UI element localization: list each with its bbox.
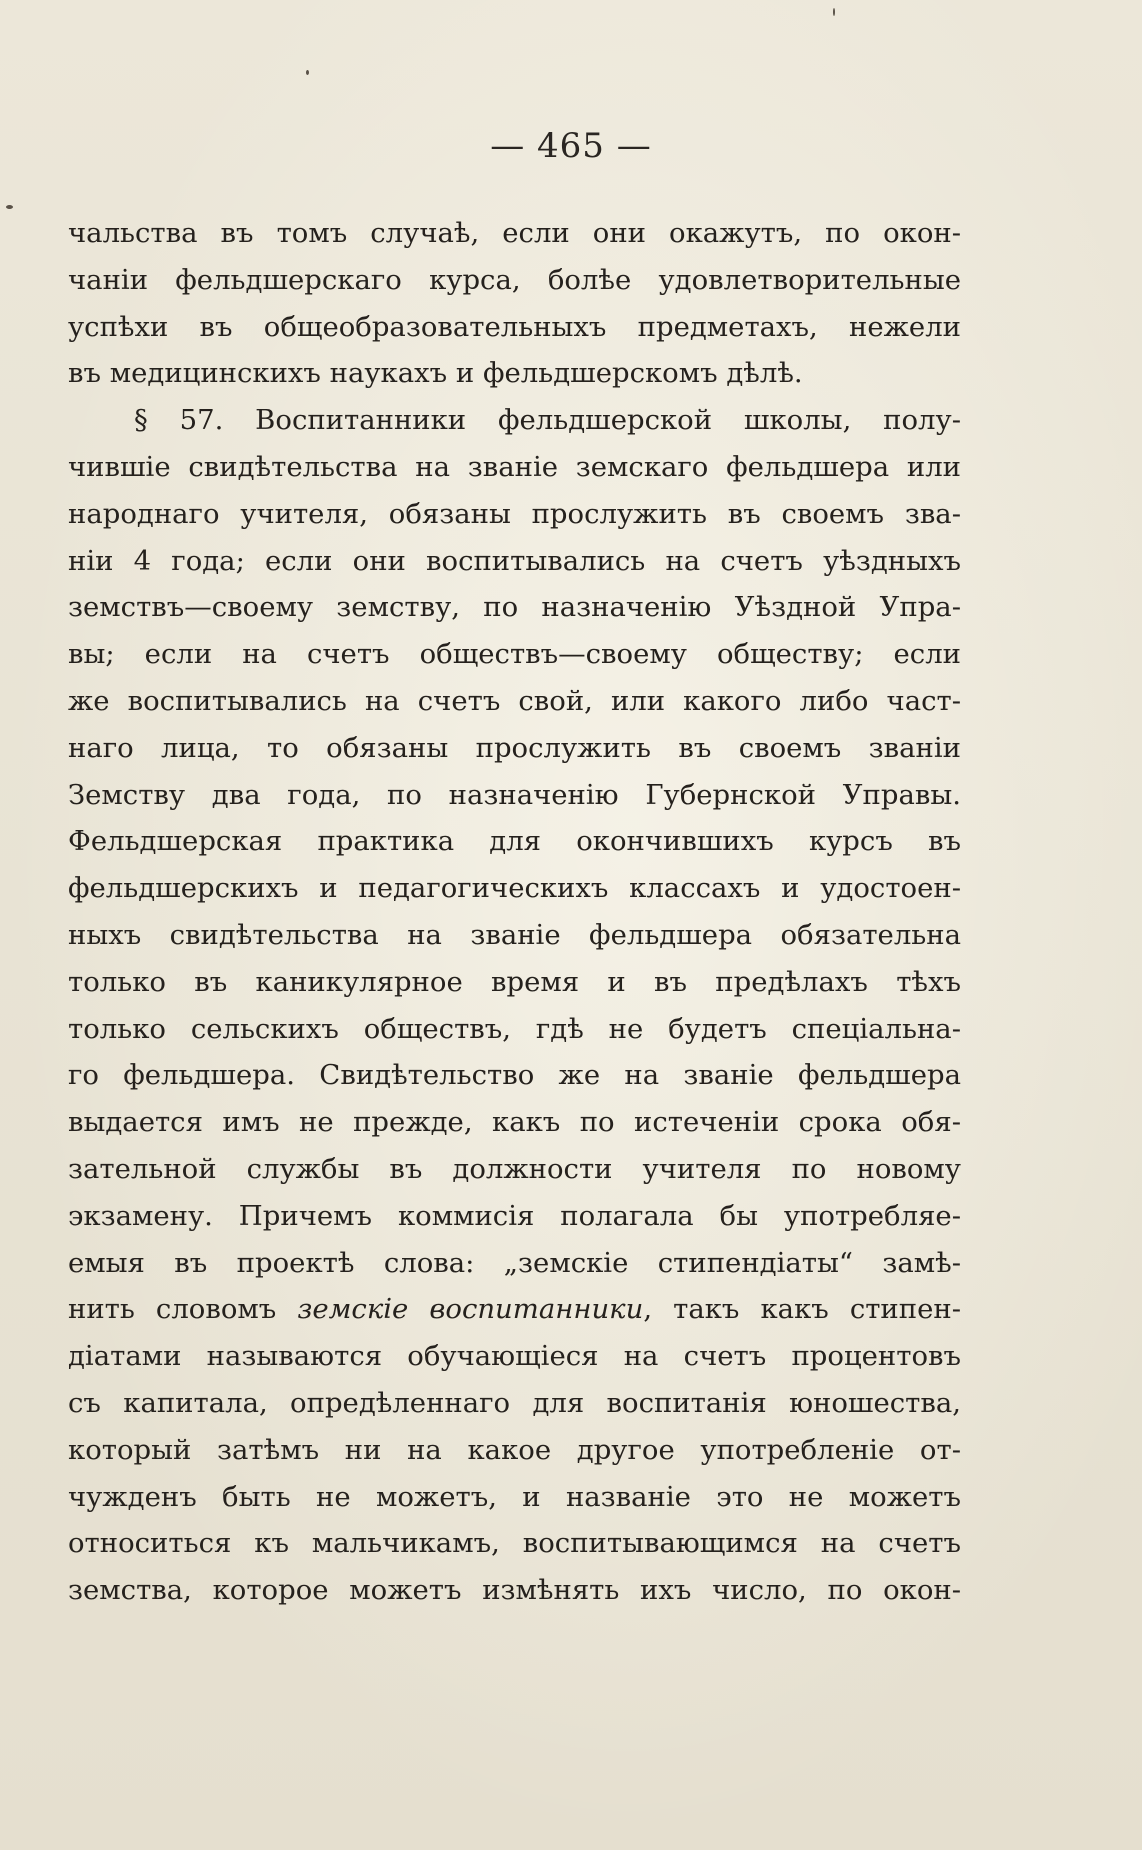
text-line: въ медицинскихъ наукахъ и фельдшерскомъ дѣлѣ. [68,357,803,390]
line-text-after: , такъ какъ стипен- [643,1293,961,1326]
text-line: Фельдшерская практика для окончившихъ курсъ въ [68,825,961,858]
text-line: чальства въ томъ случаѣ, если они окажутъ, по окон- [68,217,961,249]
text-line: съ капитала, опредѣленнаго для воспитанія юношества, [68,1386,961,1419]
text-line: ныхъ свидѣтельства на званіе фельдшера обязательна [68,918,961,951]
text-line: относиться къ мальчикамъ, воспитывающимся на счетъ [68,1527,961,1560]
text-line-with-emphasis [68,1286,961,1333]
body-text [68,210,961,1614]
text-line: фельдшерскихъ и педагогическихъ классахъ и удостоен- [68,872,961,905]
ink-speck [6,205,13,209]
ink-speck [306,70,309,75]
line-text-before: нить словомъ [68,1293,298,1326]
paragraph-57-start: § 57. Воспитанники фельдшерской школы, полу- [134,404,961,437]
text-line: чаніи фельдшерскаго курса, болѣе удовлетворительные [68,263,961,296]
text-line: го фельдшера. Свидѣтельство же на званіе фельдшера [68,1059,961,1092]
text-line: земствъ—своему земству, по назначенію Уѣздной Упра- [68,591,961,624]
text-line: народнаго учителя, обязаны прослужить въ своемъ зва- [68,497,961,530]
text-line: наго лица, то обязаны прослужить въ своемъ званіи [68,731,961,764]
emphasis-text: земскіе воспитанники [297,1293,644,1326]
text-line: только сельскихъ обществъ, гдѣ не будетъ спеціальна- [68,1012,961,1045]
text-line: емыя въ проектѣ слова: „земскіе стипендіаты“ замѣ- [68,1246,961,1279]
text-line: чужденъ быть не можетъ, и названіе это не можетъ [68,1480,961,1513]
text-line: земства, которое можетъ измѣнять ихъ число, по окон- [68,1574,961,1607]
text-line: діатами называются обучающіеся на счетъ процентовъ [68,1340,961,1373]
text-line: ніи 4 года; если они воспитывались на счетъ уѣздныхъ [68,544,961,577]
text-line: только въ каникулярное время и въ предѣлахъ тѣхъ [68,965,961,998]
text-line: чившіе свидѣтельства на званіе земскаго фельдшера или [68,450,961,483]
text-line: выдается имъ не прежде, какъ по истеченіи срока обя- [68,1106,961,1139]
text-line: вы; если на счетъ обществъ—своему обществу; если [68,638,961,671]
text-line: же воспитывались на счетъ свой, или какого либо част- [68,684,961,717]
text-line: зательной службы въ должности учителя по новому [68,1152,961,1185]
page-number: — 465 — [490,126,652,166]
text-line: Земству два года, по назначенію Губернской Управы. [68,778,961,811]
text-line: экзамену. Причемъ коммисія полагала бы употребляе- [68,1199,961,1232]
text-line: успѣхи въ общеобразовательныхъ предметахъ, нежели [68,310,961,343]
text-line: который затѣмъ ни на какое другое употребленіе от- [68,1433,961,1466]
ink-speck [833,8,835,16]
